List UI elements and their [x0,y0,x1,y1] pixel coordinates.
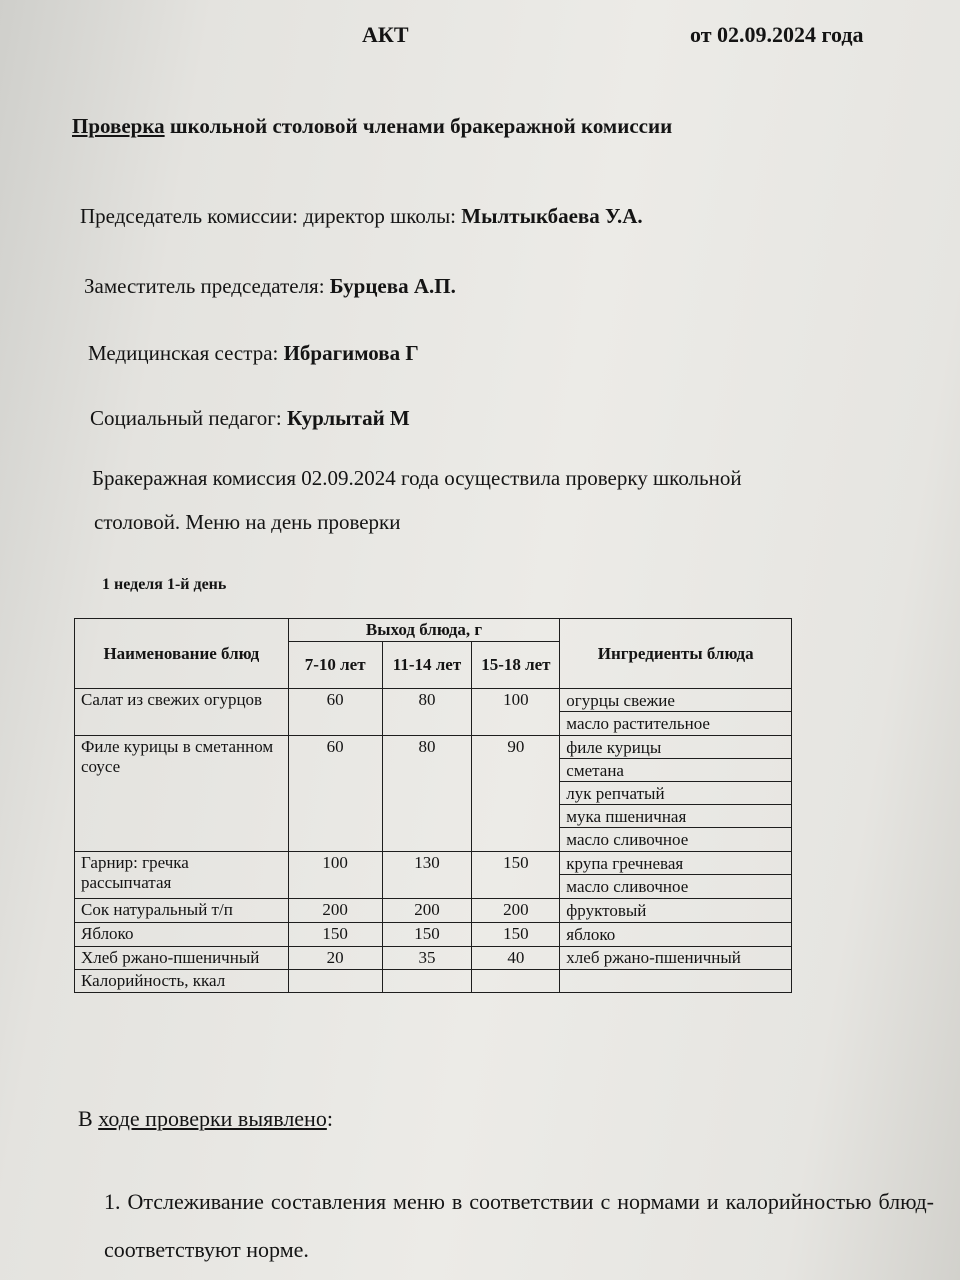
ingredients-cell [560,736,792,852]
menu-table [74,618,792,993]
heading-underlined-word: Проверка [72,114,165,138]
ingredients-cell [560,689,792,736]
portion-7-10: 60 [288,689,382,736]
table-row [75,923,792,947]
table-row [75,947,792,970]
portion-7-10: 150 [288,923,382,947]
portion-11-14: 80 [382,736,472,852]
chair-label: Председатель комиссии: директор школы: [80,204,462,228]
social-name: Курлытай М [286,406,410,430]
ingredient: масло растительное [566,714,710,733]
dish-name: Филе курицы в сметанном соусе [75,736,289,852]
table-row [75,899,792,923]
ingredient: сметана [560,759,791,782]
document-date: от 02.09.2024 года [690,22,864,47]
social-line [90,406,410,431]
chair-line [80,204,643,229]
ingredient: лук репчатый [560,782,791,805]
header-dish-name: Наименование блюд [75,619,289,689]
header-age-7-10: 7-10 лет [288,642,382,689]
portion-15-18: 150 [472,852,560,899]
portion-7-10: 100 [288,852,382,899]
intro-line-2: столовой. Меню на день проверки [94,510,401,534]
dish-name: Сок натуральный т/п [75,899,289,923]
ingredient: мука пшеничная [560,805,791,828]
portion-11-14: 35 [382,947,472,970]
table-row [75,736,792,852]
table-row [75,852,792,899]
portion-15-18: 40 [472,947,560,970]
calorie-15-18 [472,970,560,993]
chair-name: Мылтыкбаева У.А. [461,204,643,228]
findings-heading [78,1106,333,1132]
table-header-row [75,619,792,642]
ingredient: фруктовый [566,901,647,920]
ingredients-cell [560,923,792,947]
portion-11-14: 150 [382,923,472,947]
portion-11-14: 80 [382,689,472,736]
finding-number: 1. [104,1189,121,1214]
ingredient: крупа гречневая [560,852,791,875]
portion-15-18: 150 [472,923,560,947]
intro-line-1: Бракеражная комиссия 02.09.2024 года осуществила проверку школьной [92,466,742,490]
findings-underlined: ходе проверки выявлено [98,1106,327,1131]
findings-prefix: В [78,1106,99,1131]
ingredient: масло сливочное [566,830,689,849]
header-ingredients: Ингредиенты блюда [560,619,792,689]
portion-11-14: 200 [382,899,472,923]
deputy-label: Заместитель председателя: [84,274,330,298]
dish-name: Салат из свежих огурцов [75,689,289,736]
ingredients-cell [560,899,792,923]
portion-7-10: 20 [288,947,382,970]
header-output: Выход блюда, г [288,619,560,642]
dish-name: Яблоко [75,923,289,947]
section-heading [72,114,672,139]
nurse-label: Медицинская сестра: [88,341,284,365]
dish-name: Гарнир: гречка рассыпчатая [75,852,289,899]
finding-item-1 [104,1178,934,1274]
ingredient: масло сливочное [566,877,689,896]
header-age-15-18: 15-18 лет [472,642,560,689]
heading-rest: школьной столовой членами бракеражной комиссии [164,114,673,138]
portion-7-10: 200 [288,899,382,923]
ingredient: огурцы свежие [560,689,791,712]
week-label: 1 неделя 1-й день [102,576,227,593]
nurse-line [88,341,419,366]
ingredient: филе курицы [560,736,791,759]
portion-11-14: 130 [382,852,472,899]
calorie-row [75,970,792,993]
dish-name: Хлеб ржано-пшеничный [75,947,289,970]
portion-15-18: 200 [472,899,560,923]
deputy-line [84,274,456,299]
deputy-name: Бурцева А.П. [329,274,456,298]
ingredients-cell: хлеб ржано-пшеничный [560,947,792,970]
ingredient: яблоко [566,925,616,944]
social-label: Социальный педагог: [90,406,287,430]
portion-7-10: 60 [288,736,382,852]
calorie-11-14 [382,970,472,993]
nurse-name: Ибрагимова Г [283,341,419,365]
ingredients-cell [560,852,792,899]
table-row [75,689,792,736]
calorie-label: Калорийность, ккал [75,970,289,993]
finding-text: Отслеживание составления меню в соответствии с нормами и калорийностью блюд-соответствуют норме. [104,1189,935,1262]
findings-suffix: : [326,1106,333,1131]
portion-15-18: 90 [472,736,560,852]
document-title: АКТ [362,22,409,47]
header-age-11-14: 11-14 лет [382,642,472,689]
calorie-ingredients [560,970,792,993]
calorie-7-10 [288,970,382,993]
portion-15-18: 100 [472,689,560,736]
